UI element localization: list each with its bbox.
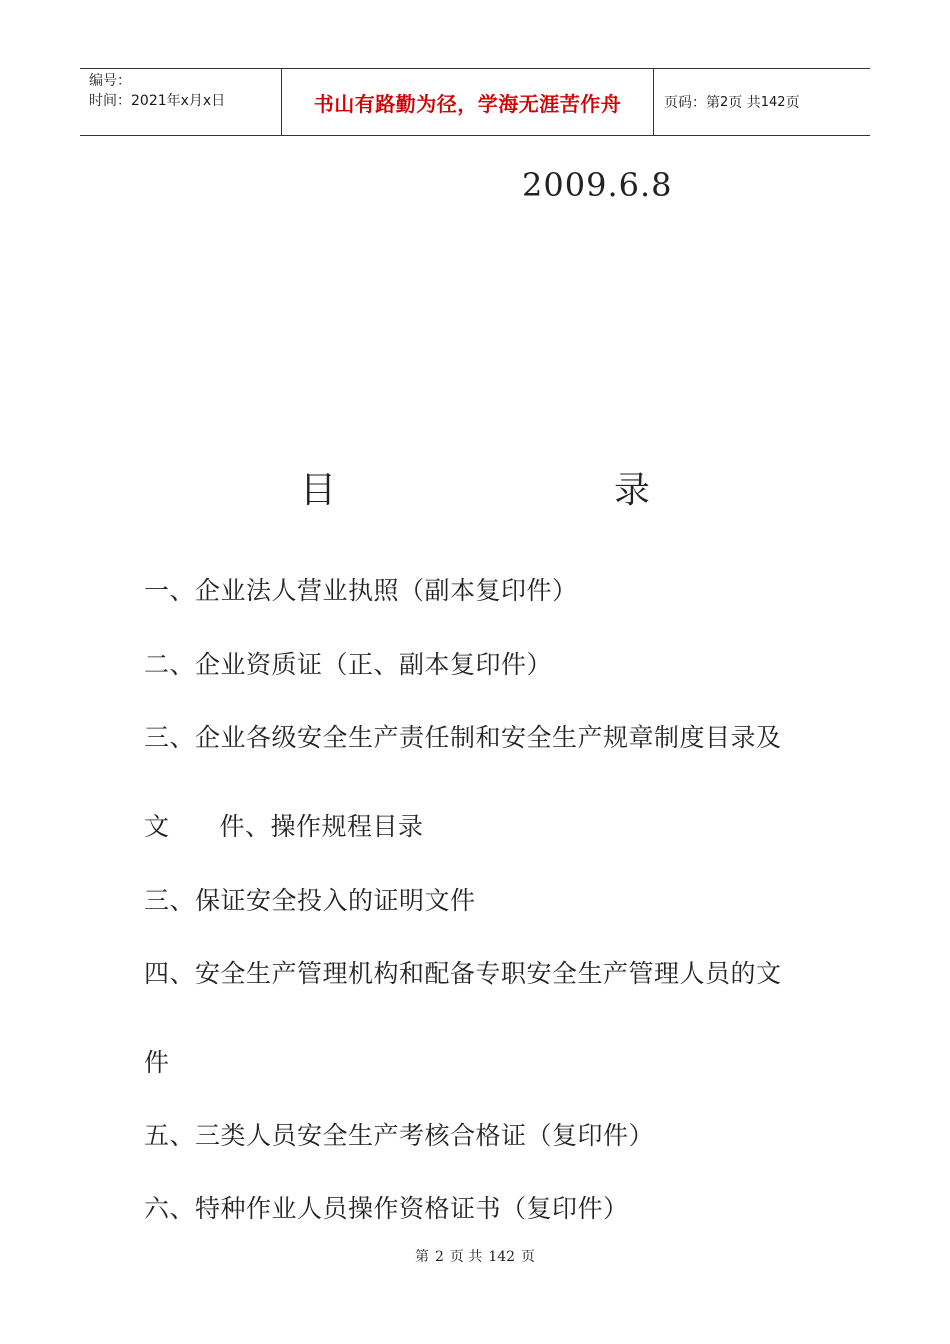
toc-title-char-1: 目 xyxy=(300,470,337,511)
toc-title-char-2: 录 xyxy=(614,470,651,511)
time-label: 时间：2021年x月x日 xyxy=(89,93,226,109)
number-label: 编号： xyxy=(89,73,131,89)
page-current: 2 xyxy=(720,94,729,110)
footer-prefix: 第 xyxy=(414,1249,429,1265)
page-suffix: 页 xyxy=(785,95,800,111)
toc-item-5: 四、安全生产管理机构和配备专职安全生产管理人员的文 xyxy=(144,959,782,988)
page-total: 142 xyxy=(760,94,786,110)
footer-current: 2 xyxy=(434,1249,444,1265)
toc-item-7: 六、特种作业人员操作资格证书（复印件） xyxy=(144,1194,629,1223)
toc-item-4: 三、保证安全投入的证明文件 xyxy=(144,886,476,915)
toc-item-5-continued: 件 xyxy=(144,1048,170,1077)
page-middle: 页 共 xyxy=(728,95,761,111)
document-date: 2009.6.8 xyxy=(522,166,673,204)
document-header xyxy=(80,68,870,136)
header-page-info xyxy=(654,69,870,135)
toc-item-3-continued-first: 文 xyxy=(144,812,170,841)
page-footer xyxy=(0,1246,950,1266)
toc-item-3-continued-rest: 件、操作规程目录 xyxy=(219,812,424,841)
toc-item-3: 三、企业各级安全生产责任制和安全生产规章制度目录及 xyxy=(144,723,782,752)
header-meta xyxy=(80,69,282,135)
toc-item-2: 二、企业资质证（正、副本复印件） xyxy=(144,650,553,679)
header-motto: 书山有路勤为径，学海无涯苦作舟 xyxy=(282,69,654,135)
toc-item-6: 五、三类人员安全生产考核合格证（复印件） xyxy=(144,1121,655,1150)
footer-suffix: 页 xyxy=(521,1249,536,1265)
page-prefix: 页码：第 xyxy=(664,95,720,111)
footer-total: 142 xyxy=(488,1249,516,1265)
toc-item-3-continued xyxy=(144,807,424,843)
toc-item-1: 一、企业法人营业执照（副本复印件） xyxy=(144,576,578,605)
footer-middle: 页 共 xyxy=(449,1249,483,1265)
